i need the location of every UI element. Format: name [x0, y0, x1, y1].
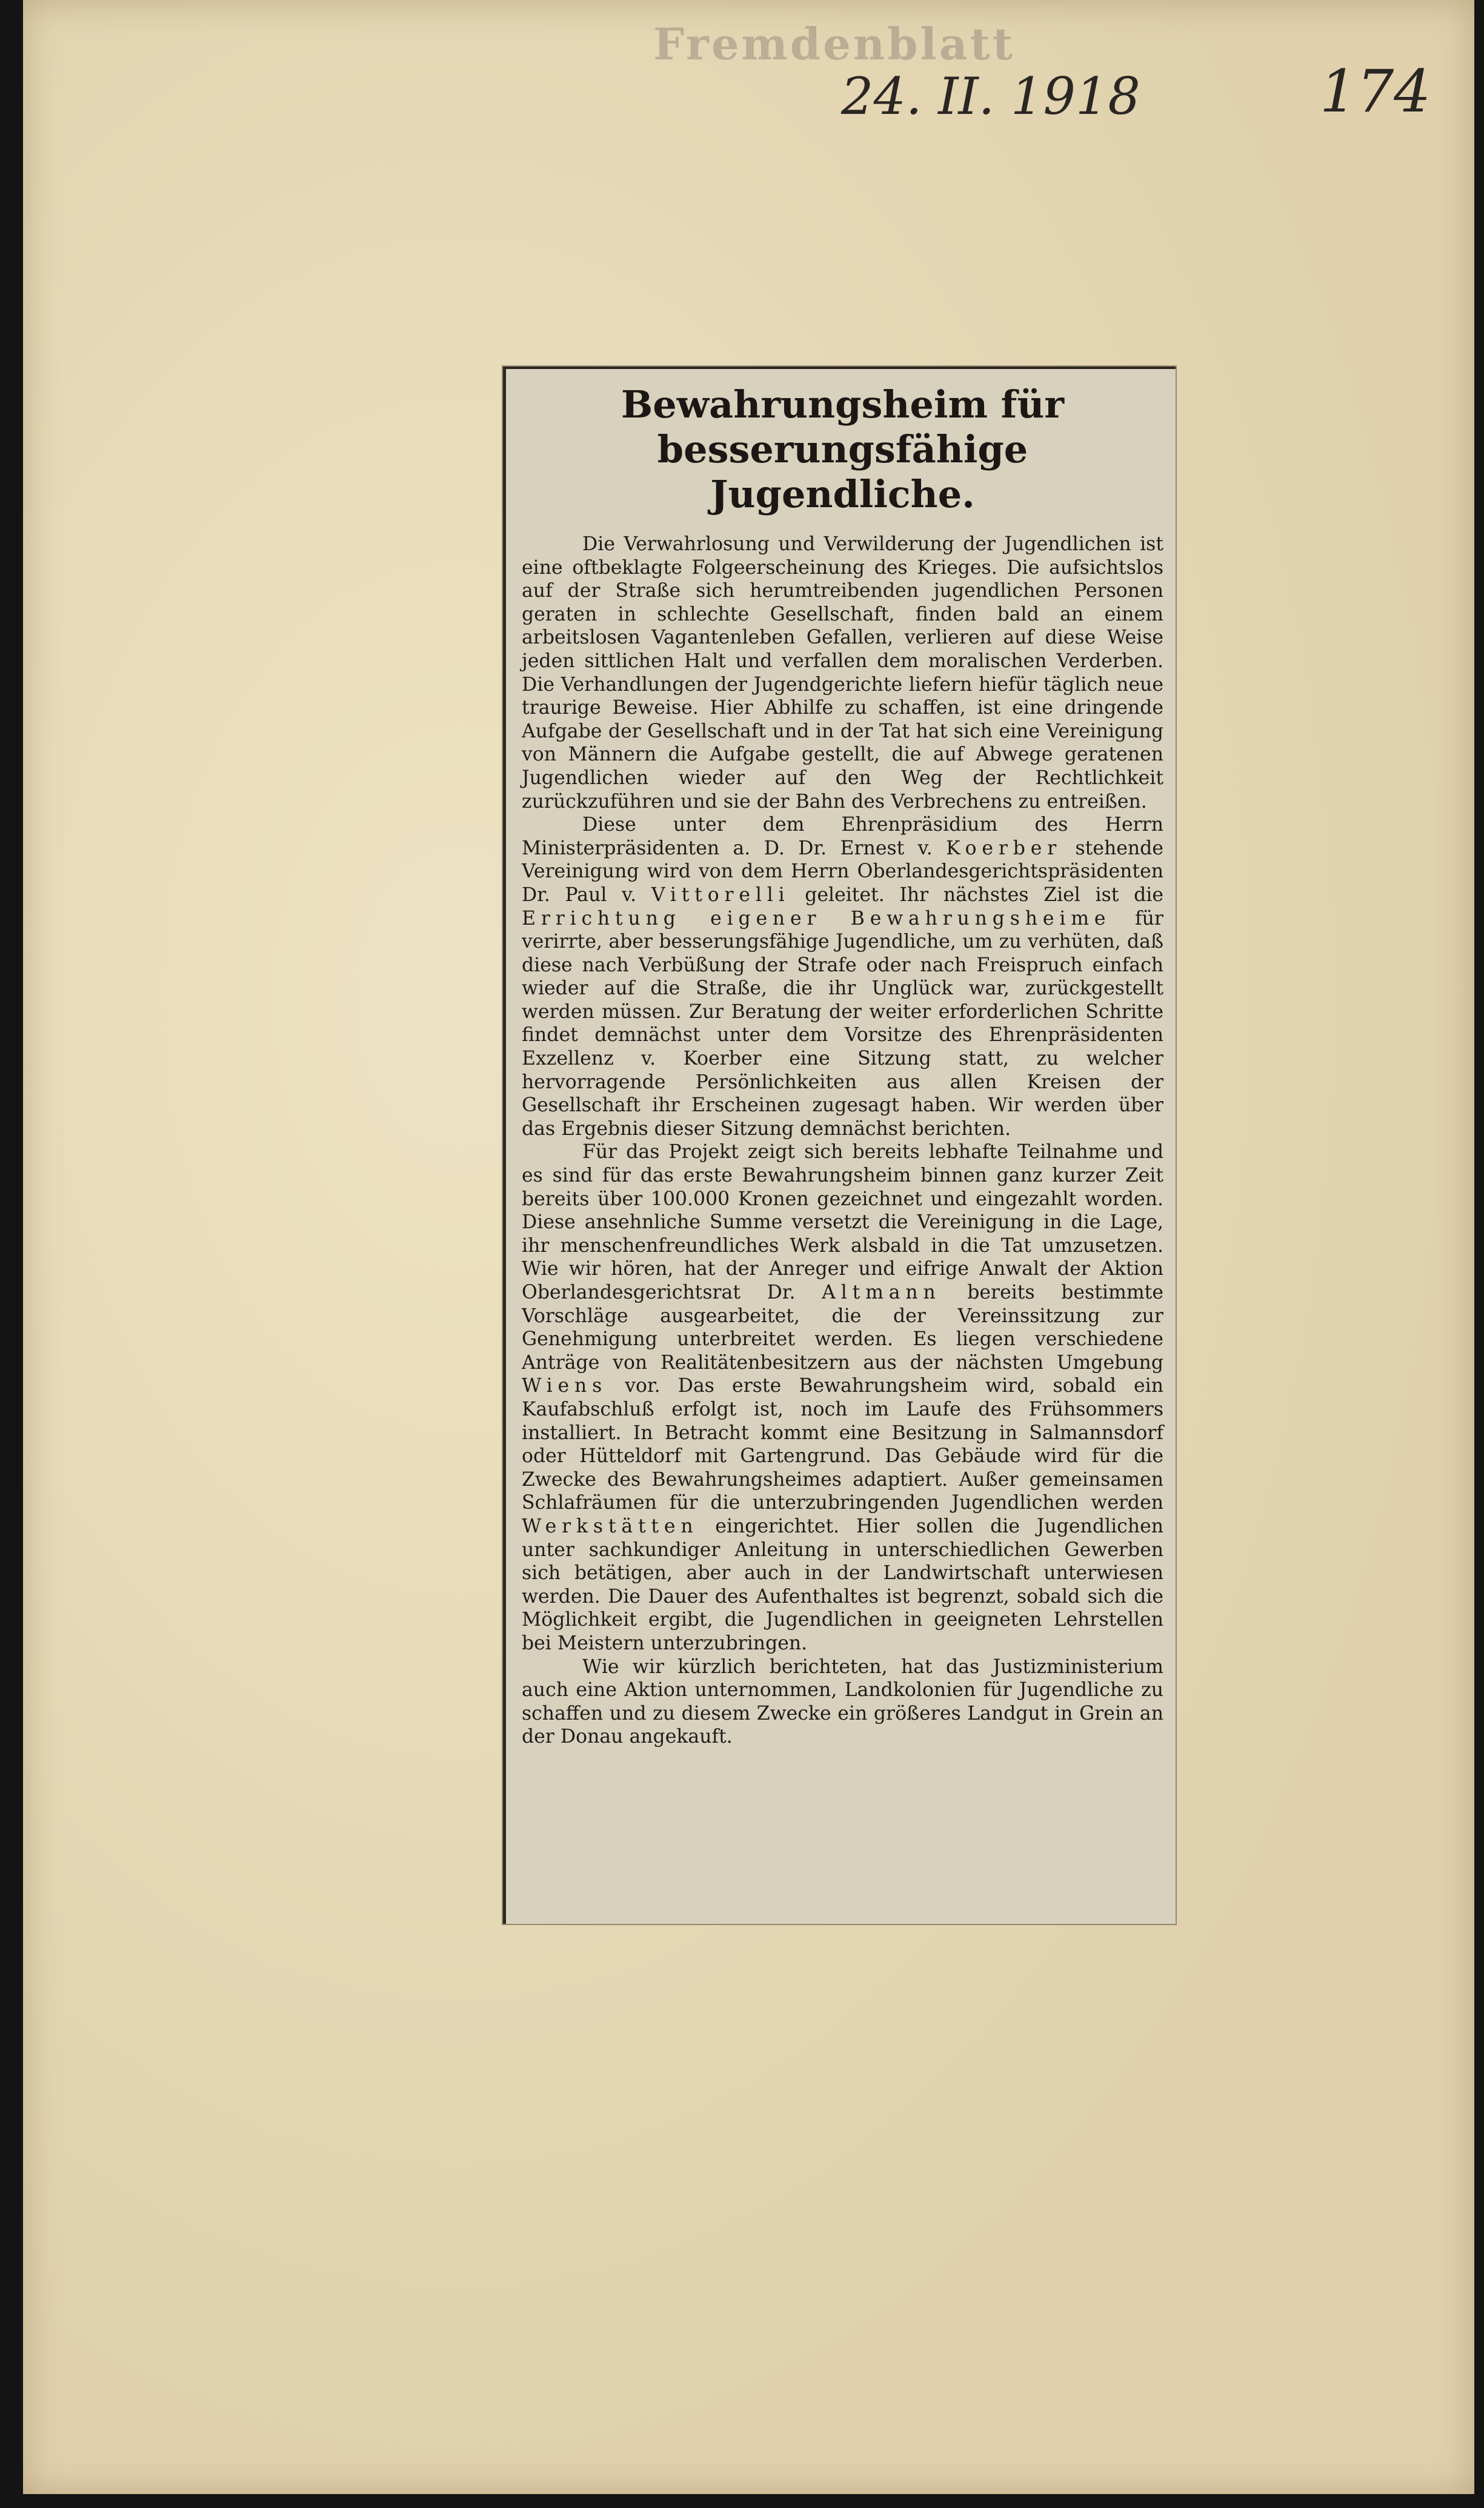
spaced-emphasis: Koerber: [946, 837, 1062, 859]
newspaper-clipping: [503, 367, 1176, 1924]
paragraph-text: vor. Das erste Bewahrungsheim wird, sobald ein Kaufabschluß erfolgt ist, noch im Laufe des Frühsommers installiert. In Betracht kommt eine Besitzung in Salmannsdorf oder Hütteldorf mit Gartengrund. Das Gebäude wird für die Zwecke des Bewahrungsheimes adaptiert. Außer gemeinsamen Schlafräumen für die unterzubringenden Jugendlichen werden: [522, 1375, 1163, 1514]
newspaper-stamp: Fremdenblatt: [653, 18, 1016, 70]
spaced-emphasis: Altmann: [822, 1282, 941, 1303]
paragraph-text: geleitet. Ihr nächstes Ziel ist die: [790, 883, 1163, 906]
handwritten-number: 174: [1320, 58, 1431, 125]
spaced-emphasis: Wiens: [522, 1375, 608, 1397]
spaced-emphasis: Werkstätten: [522, 1515, 699, 1537]
paragraph-text: Diese unter dem Ehrenpräsidium des Herrn Ministerpräsidenten a. D. Dr. Ernest v.: [522, 814, 1163, 859]
paragraph-text: eingerichtet. Hier sollen die Jugendlichen unter sachkundiger Anleitung in unterschiedlichen Gewerben sich betätigen, aber auch in der Landwirtschaft unterwiesen werden. Die Dauer des Aufenthaltes ist begrenzt, sobald sich die Möglichkeit ergibt, die Jugendlichen in geeigneten Lehrstellen bei Meistern unterzubringen.: [522, 1515, 1163, 1654]
paragraph-text: stehende Vereinigung wird von dem Herrn Oberlandesgerichtspräsidenten Dr. Paul v.: [522, 837, 1163, 906]
article-body: [522, 533, 1163, 1749]
paragraph-text: bereits bestimmte Vorschläge ausgearbeitet, die der Vereinssitzung zur Genehmigung unterbreitet werden. Es liegen verschiedene Anträge von Realitätenbesitzern aus der nächsten Umgebung: [522, 1282, 1163, 1374]
article-paragraph: [522, 1655, 1163, 1749]
spaced-emphasis: Errichtung eigener Bewahrungsheime: [522, 907, 1111, 930]
handwritten-date: 24. II. 1918: [841, 67, 1140, 126]
paragraph-text: Die Verwahrlosung und Verwilderung der Jugendlichen ist eine oftbeklagte Folgeerscheinung des Krieges. Die aufsichtslos auf der Straße sich herumtreibenden jugendlichen Personen geraten in schlechte Gesellschaft, finden bald an einem arbeitslosen Vagantenleben Gefallen, verlieren auf diese Weise jeden sittlichen Halt und verfallen dem moralischen Verderben. Die Verhandlungen der Jugendgerichte liefern hiefür täglich neue traurige Beweise. Hier Abhilfe zu schaffen, ist eine dringende Aufgabe der Gesellschaft und in der Tat hat sich eine Vereinigung von Männern die Aufgabe gestellt, die auf Abwege geratenen Jugendlichen wieder auf den Weg der Rechtlichkeit zurückzuführen und sie der Bahn des Verbrechens zu entreißen.: [522, 533, 1163, 813]
paragraph-text: Wie wir kürzlich berichteten, hat das Justizministerium auch eine Aktion unternommen, Landkolonien für Jugendliche zu schaffen und zu diesem Zwecke ein größeres Landgut in Grein an der Donau angekauft.: [522, 1655, 1163, 1748]
article-paragraph: [522, 533, 1163, 813]
article-paragraph: [522, 1140, 1163, 1655]
spaced-emphasis: Vittorelli: [651, 883, 790, 906]
article-headline: Bewahrungsheim für besserungsfähige Jugendliche.: [621, 382, 1065, 516]
paragraph-text: für verirrte, aber besserungsfähige Jugendliche, um zu verhüten, daß diese nach Verbüßung der Strafe oder nach Freispruch einfach wieder auf die Straße, die ihr Unglück war, zurückgestellt werden müssen. Zur Beratung der weiter erforderlichen Schritte findet demnächst unter dem Vorsitze des Ehrenpräsidenten Exzellenz v. Koerber eine Sitzung statt, zu welcher hervorragende Persönlichkeiten aus allen Kreisen der Gesellschaft ihr Erscheinen zugesagt haben. Wir werden über das Ergebnis dieser Sitzung demnächst berichten.: [522, 907, 1163, 1140]
paragraph-text: Für das Projekt zeigt sich bereits lebhafte Teilnahme und es sind für das erste Bewahrungsheim binnen ganz kurzer Zeit bereits über 100.000 Kronen gezeichnet und eingezahlt worden. Diese ansehnliche Summe versetzt die Vereinigung in die Lage, ihr menschenfreundliches Werk alsbald in die Tat umzusetzen. Wie wir hören, hat der Anreger und eifrige Anwalt der Aktion Oberlandesgerichtsrat Dr.: [522, 1141, 1163, 1303]
article-paragraph: [522, 813, 1163, 1140]
